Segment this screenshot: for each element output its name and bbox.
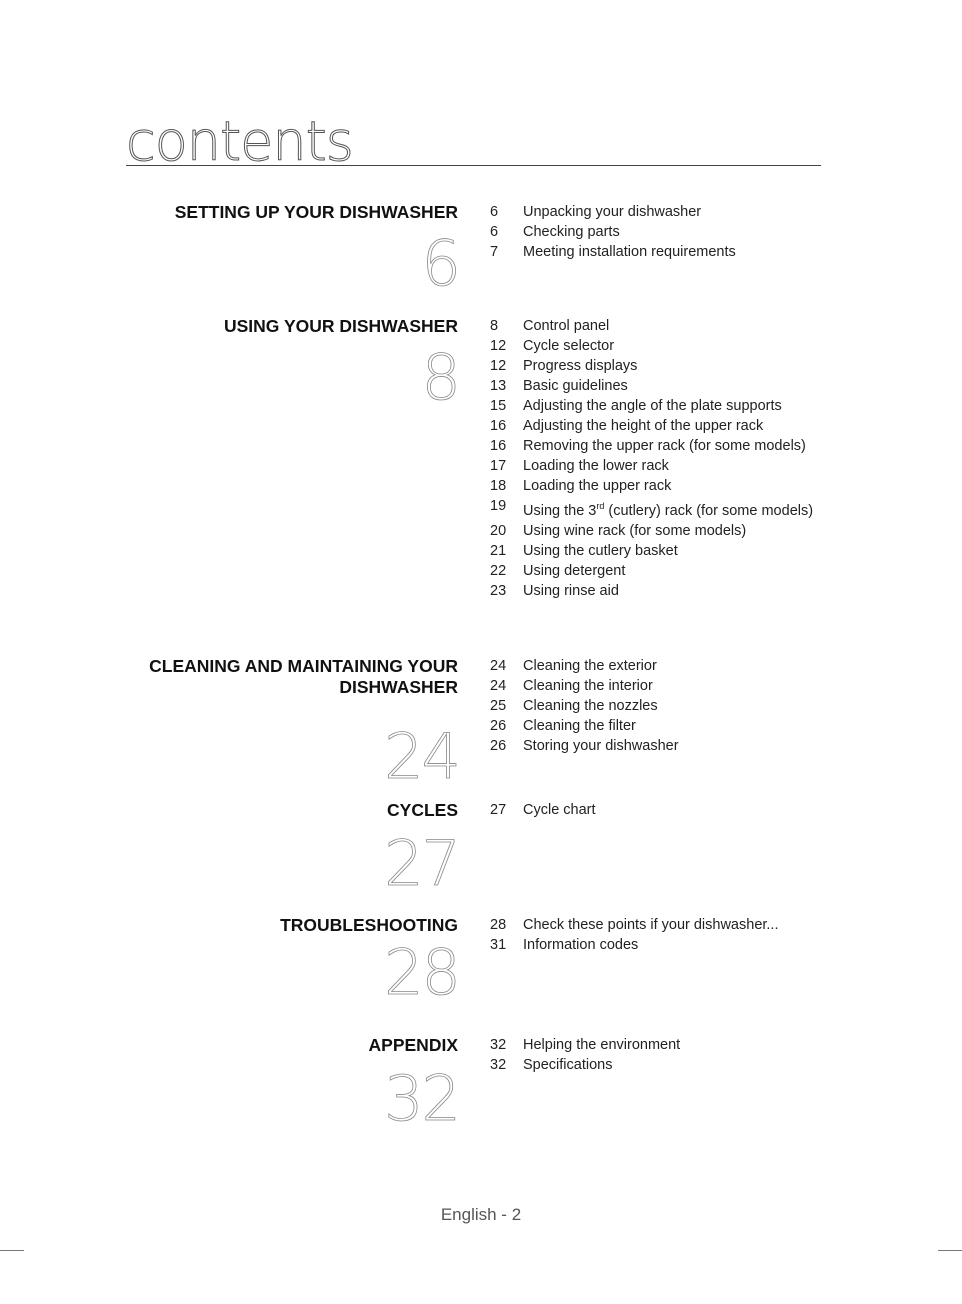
toc-entry[interactable]: [490, 476, 830, 496]
section-heading-line: DISHWASHER: [339, 677, 458, 697]
entry-page-number: 22: [490, 562, 507, 579]
entry-page-number: 15: [490, 398, 507, 414]
toc-entry[interactable]: [490, 521, 830, 541]
toc-entry[interactable]: [490, 496, 830, 521]
entry-page-number: 13: [490, 378, 507, 394]
page-title: contents: [126, 110, 353, 173]
toc-entry[interactable]: [490, 541, 830, 561]
toc-entry[interactable]: [490, 202, 830, 222]
entry-page-number: 20: [490, 522, 507, 539]
entry-page-number: 17: [490, 458, 507, 474]
section-heading: [98, 915, 458, 936]
section-number: 24: [384, 720, 459, 793]
entry-title: Loading the upper rack: [523, 478, 672, 494]
entry-title: Using detergent: [523, 562, 626, 579]
entry-page-number: 16: [490, 418, 507, 434]
toc-entry[interactable]: [490, 1055, 830, 1075]
toc-entry[interactable]: [490, 915, 830, 935]
section-heading-line: CLEANING AND MAINTAINING YOUR: [149, 656, 458, 676]
entry-page-number: 25: [490, 698, 507, 714]
section-heading: [98, 656, 458, 698]
toc-entry[interactable]: [490, 736, 830, 756]
entry-title-part: Using the 3: [523, 502, 597, 519]
entry-page-number: 26: [490, 738, 507, 754]
section-number: 28: [384, 936, 459, 1009]
toc-entry[interactable]: [490, 561, 830, 581]
entry-page-number: 28: [490, 917, 507, 933]
entry-title: Information codes: [523, 937, 639, 953]
entry-title: Unpacking your dishwasher: [523, 204, 702, 220]
entry-page-number: 26: [490, 718, 507, 734]
entry-page-number: 19: [490, 498, 507, 514]
entry-title: Using the cutlery basket: [523, 542, 678, 559]
entry-title: Removing the upper rack (for some models): [523, 438, 806, 454]
entry-page-number: 21: [490, 542, 507, 559]
toc-entry[interactable]: [490, 336, 830, 356]
crop-mark-left: [0, 1250, 24, 1251]
toc-entry[interactable]: [490, 376, 830, 396]
entry-title: Check these points if your dishwasher...: [523, 917, 779, 933]
section-entries: [490, 800, 830, 820]
entry-page-number: 27: [490, 802, 507, 818]
section-number: 27: [384, 827, 459, 900]
section-entries: [490, 202, 830, 262]
entry-title: Cycle selector: [523, 338, 615, 354]
entry-title: Cycle chart: [523, 802, 596, 818]
toc-entry[interactable]: [490, 396, 830, 416]
entry-page-number: 32: [490, 1037, 507, 1053]
toc-entry[interactable]: [490, 935, 830, 955]
toc-entry[interactable]: [490, 800, 830, 820]
entry-page-number: 18: [490, 478, 507, 494]
entry-title: Using wine rack (for some models): [523, 522, 747, 539]
entry-title: Storing your dishwasher: [523, 738, 679, 754]
entry-title: Cleaning the exterior: [523, 658, 657, 674]
entry-title: Meeting installation requirements: [523, 244, 736, 260]
section-entries: [490, 1035, 830, 1075]
entry-title: Control panel: [523, 318, 610, 334]
toc-entry[interactable]: [490, 222, 830, 242]
toc-entry[interactable]: [490, 1035, 830, 1055]
entry-title: Cleaning the interior: [523, 678, 653, 694]
toc-entry[interactable]: [490, 416, 830, 436]
entry-page-number: 31: [490, 937, 507, 953]
toc-entry[interactable]: [490, 316, 830, 336]
section-heading: [98, 1035, 458, 1056]
section-number: 8: [421, 341, 459, 414]
section-heading: [98, 800, 458, 821]
toc-entry[interactable]: [490, 436, 830, 456]
toc-entry[interactable]: [490, 356, 830, 376]
entry-title: Specifications: [523, 1057, 613, 1073]
entry-title: Checking parts: [523, 224, 620, 240]
title-rule: [126, 165, 821, 166]
section-number: 32: [384, 1062, 459, 1135]
section-heading-line: SETTING UP YOUR DISHWASHER: [174, 202, 458, 222]
entry-title-rest: (cutlery) rack (for some models): [604, 502, 814, 519]
entry-title: Loading the lower rack: [523, 458, 669, 474]
entry-page-number: 8: [490, 318, 499, 334]
entry-title: Helping the environment: [523, 1037, 681, 1053]
section-heading-line: CYCLES: [387, 800, 458, 820]
entry-title: [523, 496, 830, 521]
entry-title: Progress displays: [523, 358, 638, 374]
toc-entry[interactable]: [490, 656, 830, 676]
entry-page-number: 6: [490, 204, 499, 220]
toc-entry[interactable]: [490, 676, 830, 696]
entry-page-number: 23: [490, 582, 507, 599]
section-heading-line: USING YOUR DISHWASHER: [223, 316, 458, 336]
section-number: 6: [421, 227, 459, 300]
page-footer: English - 2: [440, 1205, 522, 1224]
toc-entry[interactable]: [490, 456, 830, 476]
entry-title: Adjusting the angle of the plate supports: [523, 398, 782, 414]
toc-entry[interactable]: [490, 242, 830, 262]
entry-page-number: 12: [490, 358, 507, 374]
crop-mark-right: [938, 1250, 962, 1251]
section-heading: [98, 202, 458, 223]
entry-page-number: 6: [490, 224, 499, 240]
entry-title: Using rinse aid: [523, 582, 619, 599]
section-heading: [98, 316, 458, 337]
section-heading-line: TROUBLESHOOTING: [280, 915, 458, 935]
entry-page-number: 16: [490, 438, 507, 454]
toc-entry[interactable]: [490, 716, 830, 736]
entry-title: Cleaning the filter: [523, 718, 636, 734]
section-entries: [490, 915, 830, 955]
entry-page-number: 24: [490, 678, 507, 694]
entry-page-number: 12: [490, 338, 507, 354]
section-entries: [490, 316, 830, 601]
section-heading-line: APPENDIX: [368, 1035, 458, 1055]
toc-entry[interactable]: [490, 581, 830, 601]
entry-title: Basic guidelines: [523, 378, 628, 394]
entry-page-number: 32: [490, 1057, 507, 1073]
ordinal-superscript: rd: [596, 501, 605, 511]
entry-title: Adjusting the height of the upper rack: [523, 418, 764, 434]
section-entries: [490, 656, 830, 756]
toc-entry[interactable]: [490, 696, 830, 716]
entry-title: Cleaning the nozzles: [523, 698, 658, 714]
entry-page-number: 7: [490, 244, 499, 260]
entry-page-number: 24: [490, 658, 507, 674]
